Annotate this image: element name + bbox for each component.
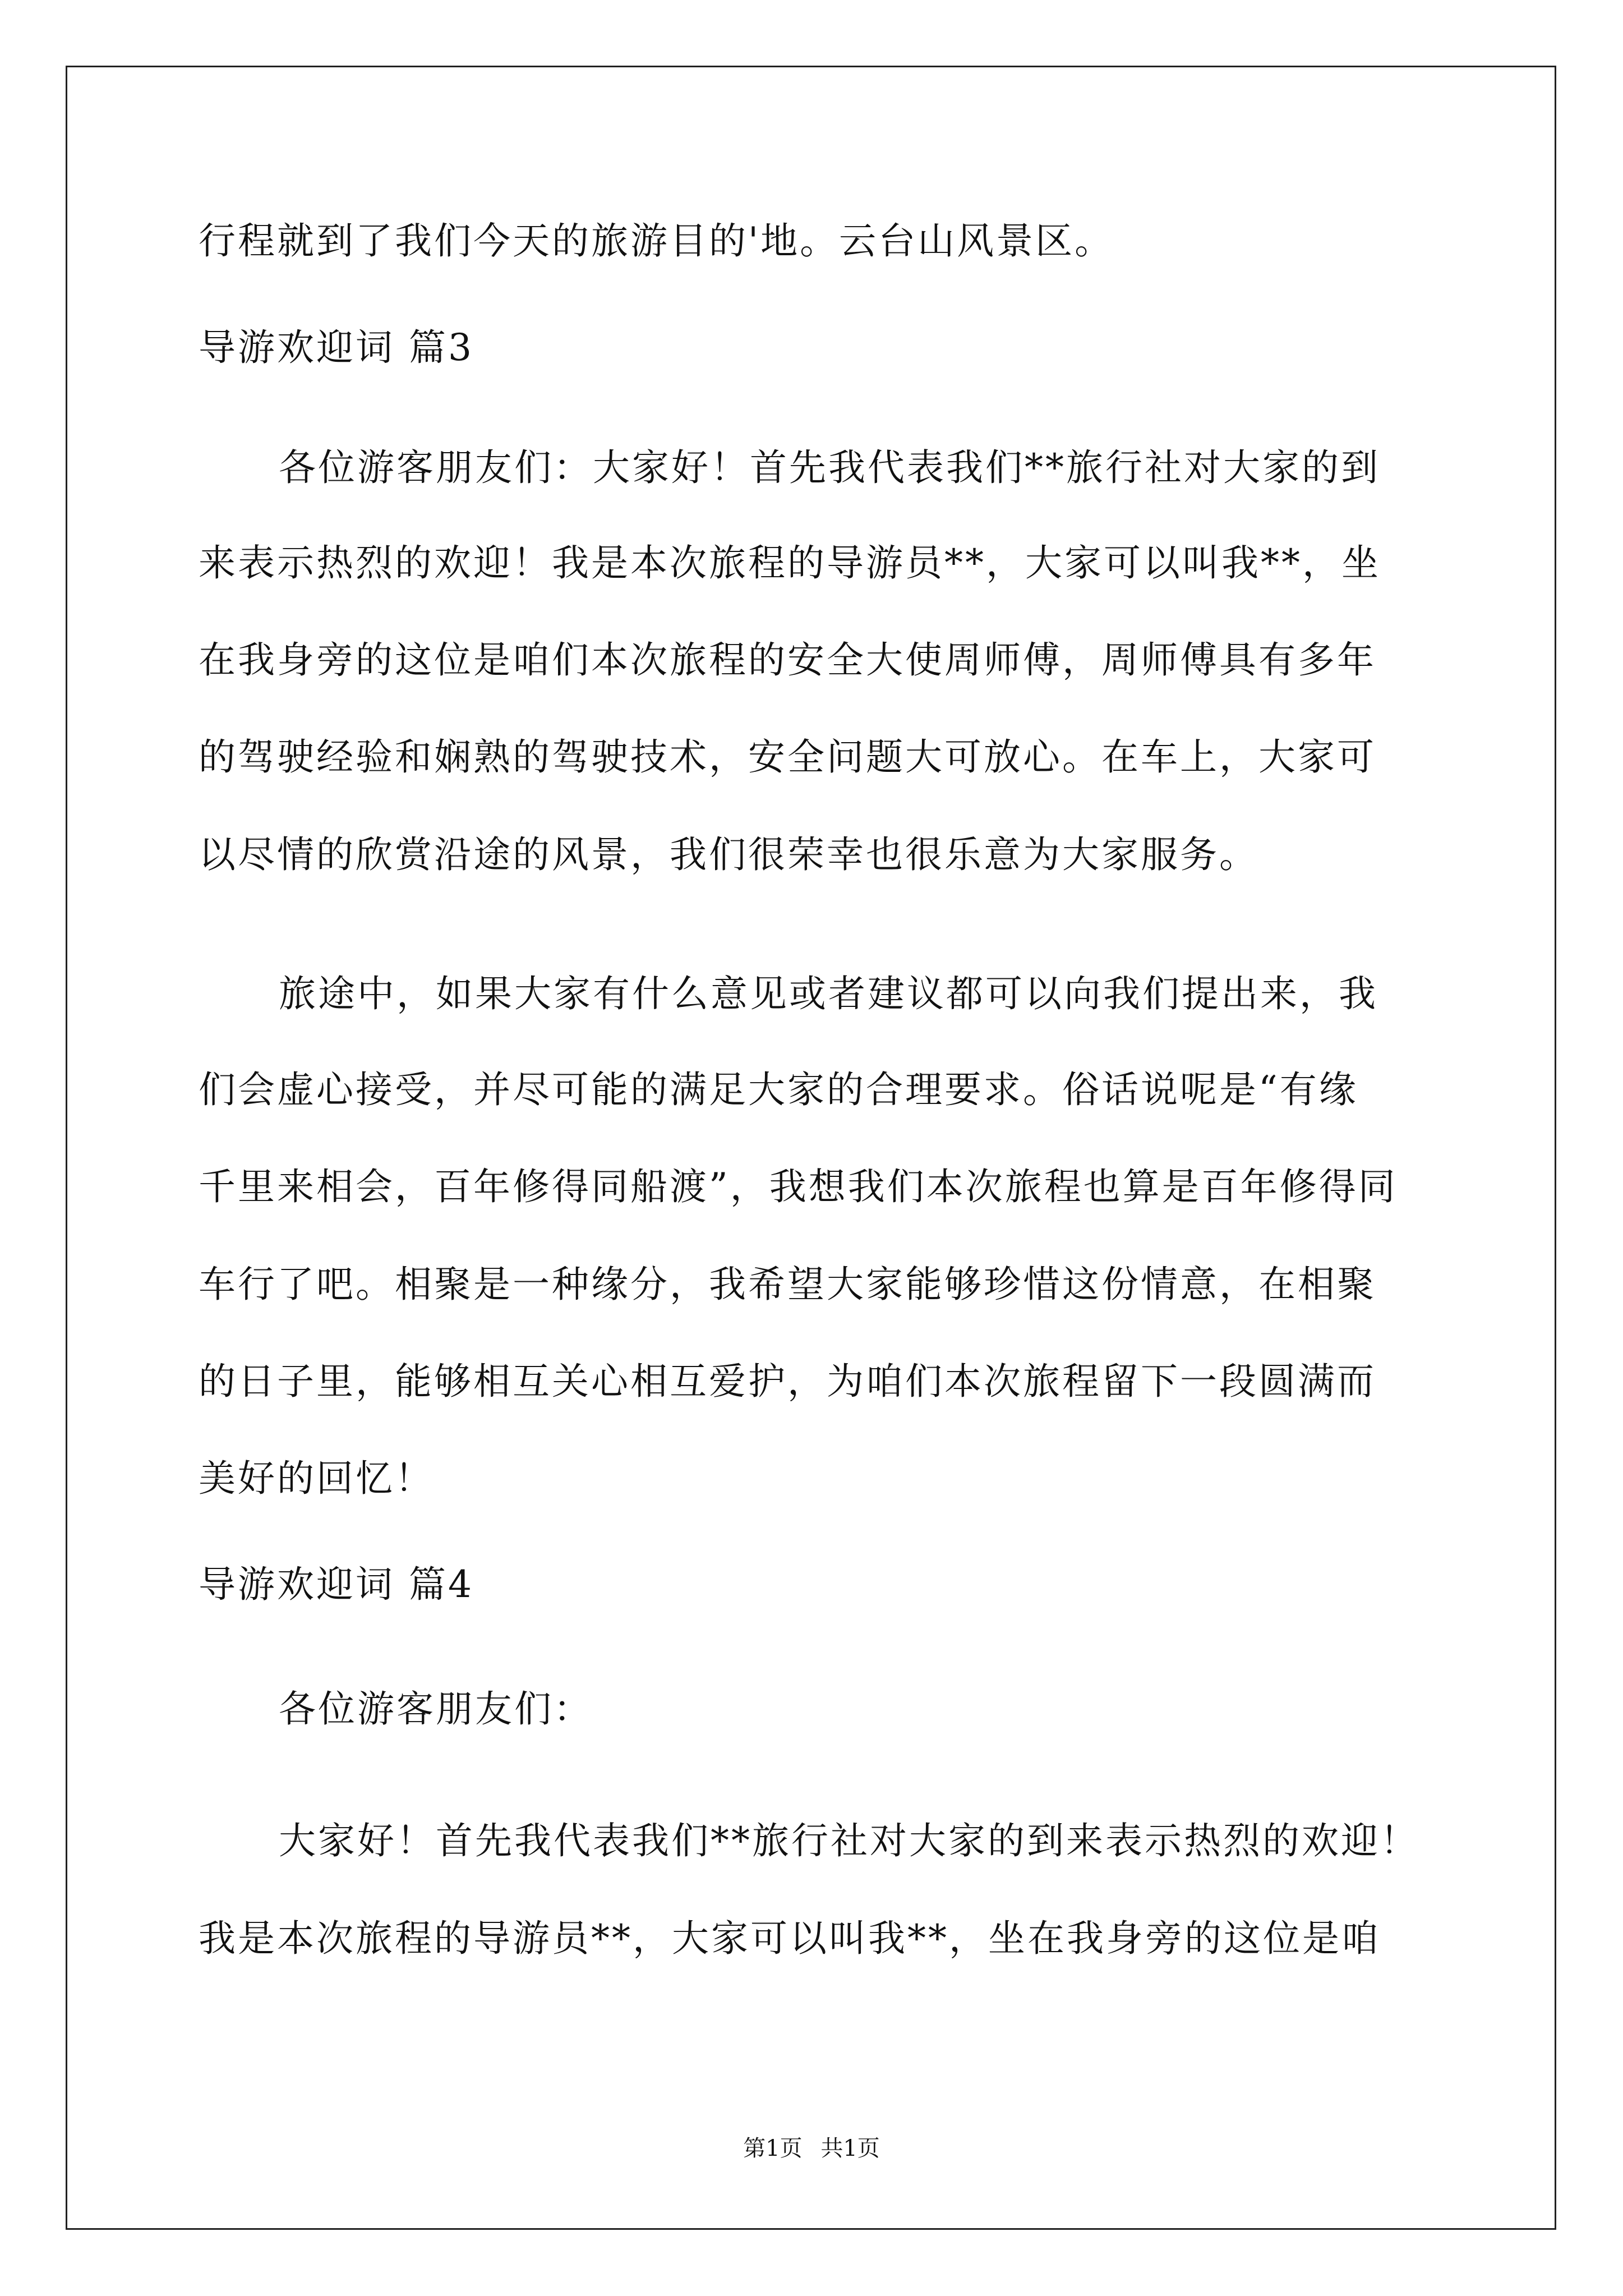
document-body [199, 0, 1432, 2296]
body-line: 旅途中，如果大家有什么意见或者建议都可以向我们提出来，我 [279, 972, 1378, 1015]
body-line: 千里来相会，百年修得同船渡”，我想我们本次旅程也算是百年修得同 [199, 1165, 1398, 1208]
body-line: 来表示热烈的欢迎！我是本次旅程的导游员**，大家可以叫我**，坐 [199, 541, 1381, 585]
page-number: 第1页 [743, 2136, 803, 2161]
body-line: 在我身旁的这位是咱们本次旅程的安全大使周师傅，周师傅具有多年 [199, 638, 1376, 682]
page-footer [0, 2132, 1623, 2165]
body-line: 各位游客朋友们：大家好！首先我代表我们**旅行社对大家的到 [279, 446, 1380, 489]
body-line: 的驾驶经验和娴熟的驾驶技术，安全问题大可放心。在车上，大家可 [199, 735, 1376, 779]
body-line: 以尽情的欣赏沿途的风景，我们很荣幸也很乐意为大家服务。 [199, 833, 1258, 876]
body-line: 行程就到了我们今天的旅游目的'地。云台山风景区。 [199, 219, 1114, 263]
body-line: 我是本次旅程的导游员**，大家可以叫我**，坐在我身旁的这位是咱 [199, 1917, 1381, 1960]
body-line: 车行了吧。相聚是一种缘分，我希望大家能够珍惜这份情意，在相聚 [199, 1263, 1376, 1306]
section-heading: 导游欢迎词 篇4 [199, 1563, 474, 1606]
body-line: 的日子里，能够相互关心相互爱护，为咱们本次旅程留下一段圆满而 [199, 1360, 1376, 1403]
body-line: 大家好！首先我代表我们**旅行社对大家的到来表示热烈的欢迎！ [279, 1819, 1419, 1862]
body-line: 美好的回忆！ [199, 1457, 434, 1500]
page-total: 共1页 [820, 2136, 880, 2161]
body-line: 各位游客朋友们： [279, 1687, 593, 1731]
section-heading: 导游欢迎词 篇3 [199, 326, 474, 369]
body-line: 们会虚心接受，并尽可能的满足大家的合理要求。俗话说呢是“有缘 [199, 1068, 1358, 1111]
